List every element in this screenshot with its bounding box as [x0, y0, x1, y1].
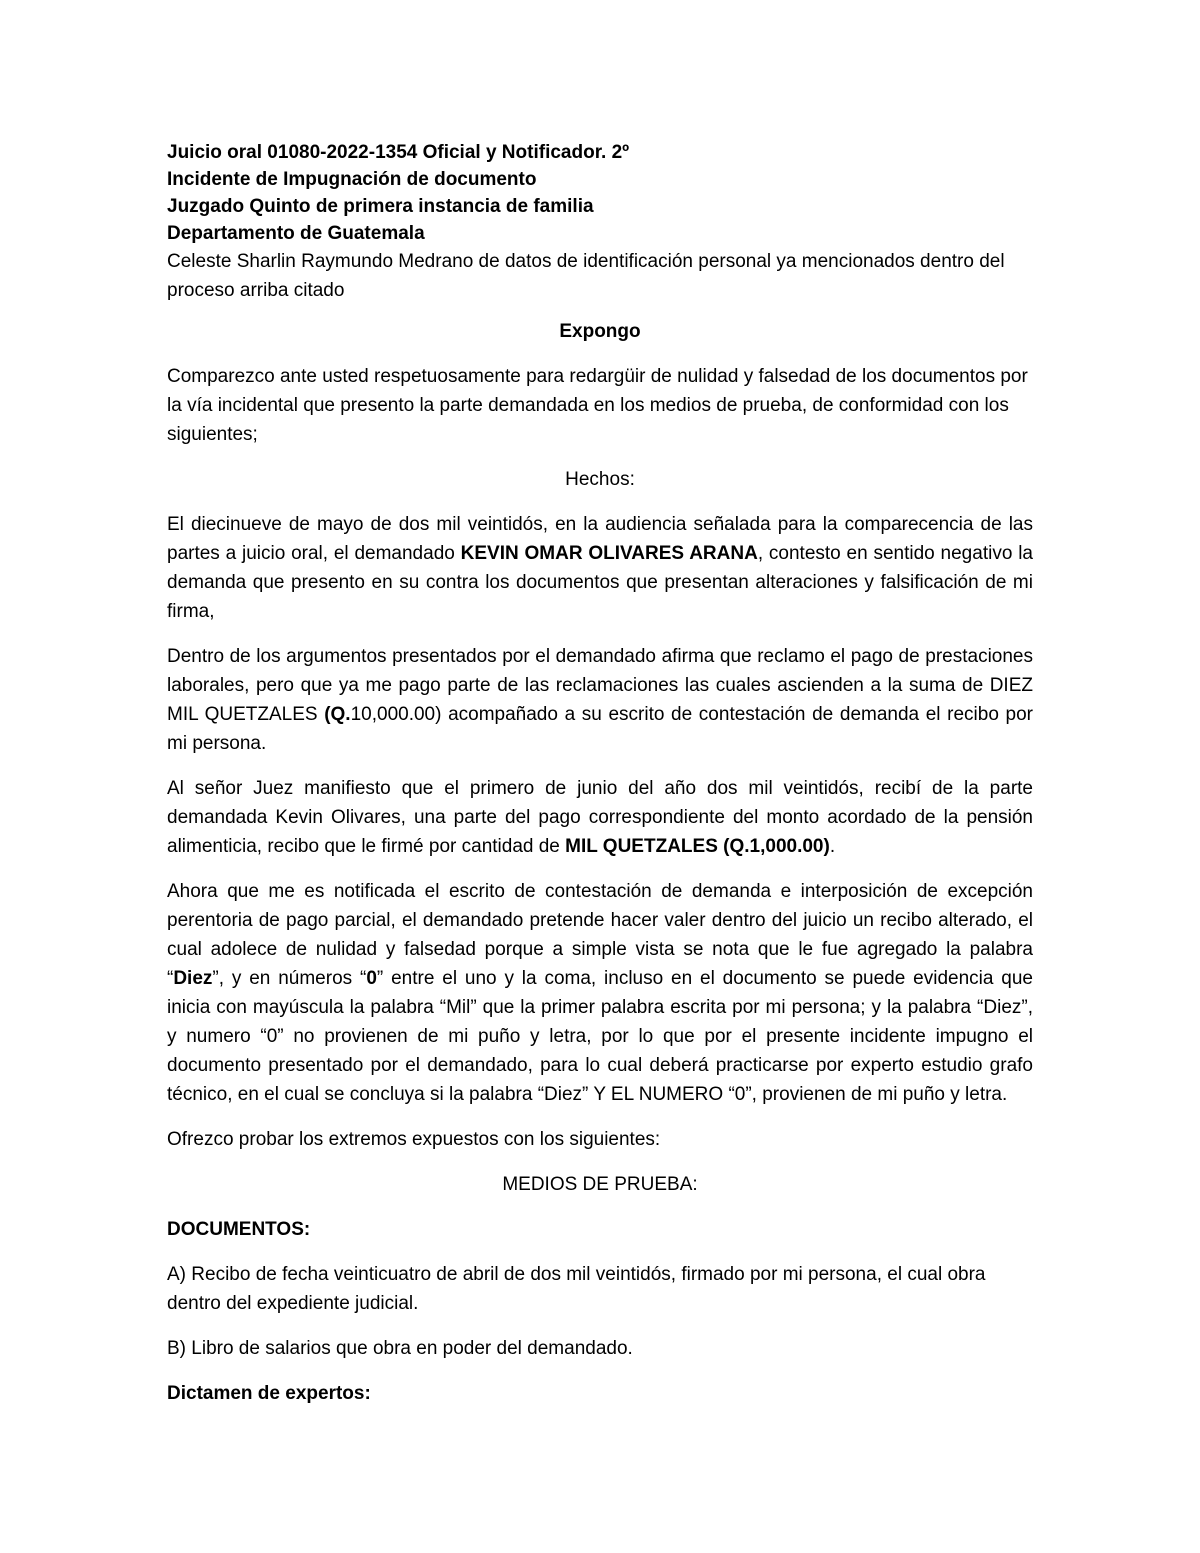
incident-title: Incidente de Impugnación de documento: [167, 169, 537, 190]
evidence-item-a: A) Recibo de fecha veinticuatro de abril de dos mil veintidós, firmado por mi persona, el cual obra dentro del expediente judicial.: [167, 1264, 986, 1314]
document-body: [167, 139, 1033, 1408]
defendant-name: KEVIN OMAR OLIVARES ARANA: [460, 543, 758, 564]
court-name: Juzgado Quinto de primera instancia de familia: [167, 196, 594, 217]
evidence-item-b: B) Libro de salarios que obra en poder del demandado.: [167, 1338, 633, 1359]
offer-paragraph: Ofrezco probar los extremos expuestos con los siguientes:: [167, 1129, 661, 1150]
hechos-paragraph-3: Al señor Juez manifiesto que el primero de junio del año dos mil veintidós, recibí de la parte demandada Kevin Olivares, una parte del pago correspondiente del monto acordado de la pensión alimenticia, recibo que le firmé por cantidad de MIL QUETZALES (Q.1,000.00).: [167, 778, 1033, 857]
expongo-heading: Expongo: [559, 321, 641, 342]
case-number-line: Juicio oral 01080-2022-1354 Oficial y Notificador. 2º: [167, 142, 630, 163]
documentos-heading: DOCUMENTOS:: [167, 1219, 311, 1240]
dictamen-heading: Dictamen de expertos:: [167, 1383, 371, 1404]
intro-paragraph: Celeste Sharlin Raymundo Medrano de datos de identificación personal ya mencionados dentro del proceso arriba citado: [167, 251, 1005, 301]
amount-bold: MIL QUETZALES (Q.1,000.00): [565, 836, 830, 857]
hechos-paragraph-1: El diecinueve de mayo de dos mil veintidós, en la audiencia señalada para la comparecencia de las partes a juicio oral, el demandado KEVIN OMAR OLIVARES ARANA, contesto en sentido negativo la demanda que presento en su contra los documentos que presentan alteraciones y falsificación de mi firma,: [167, 514, 1033, 622]
hechos-paragraph-4: Ahora que me es notificada el escrito de contestación de demanda e interposición de excepción perentoria de pago parcial, el demandado pretende hacer valer dentro del juicio un recibo alterado, el cual adolece de nulidad y falsedad porque a simple vista se nota que le fue agregado la palabra “Diez”, y en números “0” entre el uno y la coma, incluso en el documento se puede evidencia que inicia con mayúscula la palabra “Mil” que la primer palabra escrita por mi persona; y la palabra “Diez”, y numero “0” no provienen de mi puño y letra, por lo que por el presente incidente impugno el documento presentado por el demandado, para lo cual deberá practicarse por experto estudio grafo técnico, en el cual se concluya si la palabra “Diez” Y EL NUMERO “0”, provienen de mi puño y letra.: [167, 881, 1033, 1105]
expongo-paragraph: Comparezco ante usted respetuosamente para redargüir de nulidad y falsedad de los documentos por la vía incidental que presento la parte demandada en los medios de prueba, de conformidad con los siguientes;: [167, 366, 1028, 445]
hechos-paragraph-2: Dentro de los argumentos presentados por el demandado afirma que reclamo el pago de prestaciones laborales, pero que ya me pago parte de las reclamaciones las cuales ascienden a la suma de DIEZ MIL QUETZALES (Q.10,000.00) acompañado a su escrito de contestación de demanda el recibo por mi persona.: [167, 646, 1033, 754]
hechos-heading: Hechos:: [565, 469, 635, 490]
medios-heading: MEDIOS DE PRUEBA:: [502, 1174, 698, 1195]
department-name: Departamento de Guatemala: [167, 223, 425, 244]
